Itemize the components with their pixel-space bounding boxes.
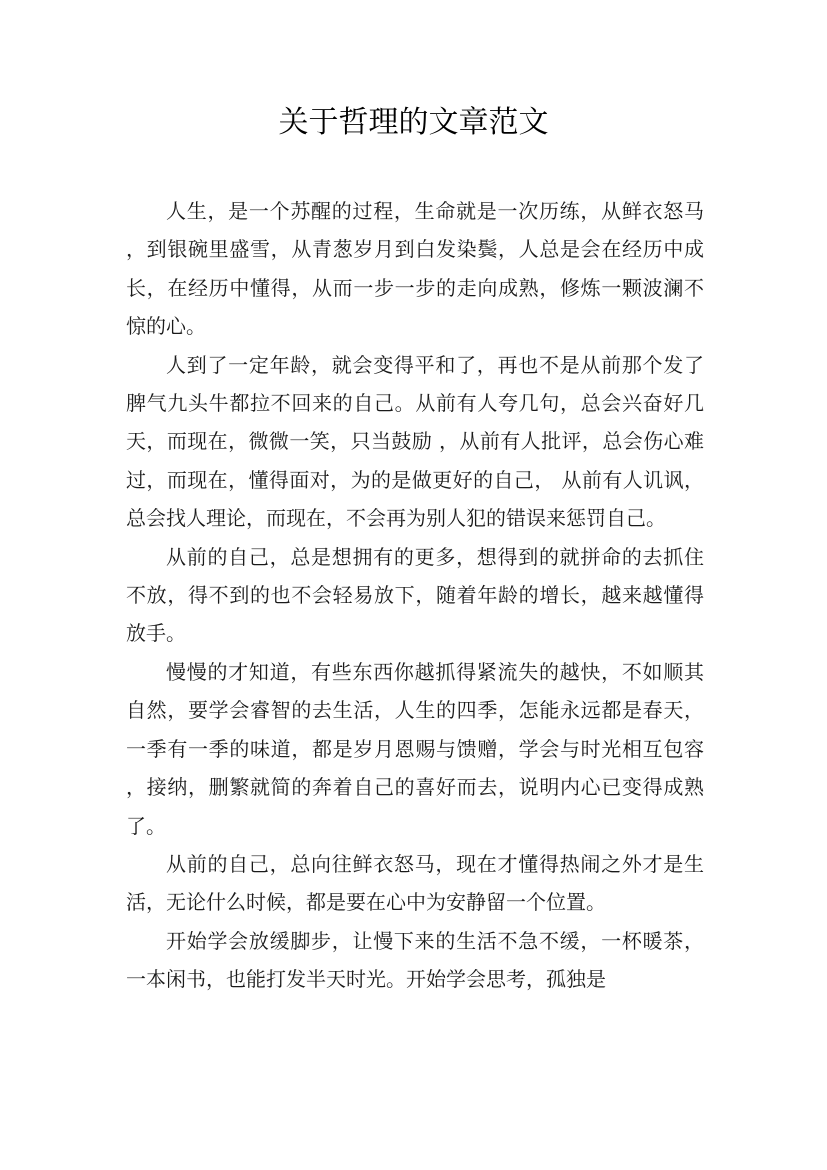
paragraph-2: 人到了一定年龄，就会变得平和了，再也不是从前那个发了脾气九头牛都拉不回来的自己。从前有人夸几句，总会兴奋好几天，而现在，微微一笑，只当鼓励 ，从前有人批评，总会伤心难过，而现在，懂得面对，为的是做更好的自己， 从前有人讥讽，总会找人理论，而现在，不会再为别人犯的错误来惩罚自己。 [126, 352, 704, 531]
paragraph-5: 从前的自己，总向往鲜衣怒马，现在才懂得热闹之外才是生活，无论什么时候，都是要在心中为安静留一个位置。 [126, 851, 704, 915]
paragraph-3: 从前的自己，总是想拥有的更多，想得到的就拼命的去抓住不放，得不到的也不会轻易放下，随着年龄的增长，越来越懂得放手。 [126, 544, 704, 646]
document-body [126, 192, 704, 999]
paragraph-4: 慢慢的才知道，有些东西你越抓得紧流失的越快，不如顺其自然，要学会睿智的去生活，人生的四季，怎能永远都是春天，一季有一季的味道，都是岁月恩赐与馈赠，学会与时光相互包容，接纳，删繁就简的奔着自己的喜好而去，说明内心已变得成熟了。 [126, 659, 704, 838]
paragraph-6: 开始学会放缓脚步，让慢下来的生活不急不缓，一杯暖茶，一本闲书，也能打发半天时光。开始学会思考，孤独是 [126, 928, 704, 992]
paragraph-1: 人生，是一个苏醒的过程，生命就是一次历练，从鲜衣怒马，到银碗里盛雪，从青葱岁月到白发染鬓，人总是会在经历中成长，在经历中懂得，从而一步一步的走向成熟，修炼一颗波澜不惊的心。 [126, 199, 704, 339]
document-title: 关于哲理的文章范文 [278, 105, 549, 140]
